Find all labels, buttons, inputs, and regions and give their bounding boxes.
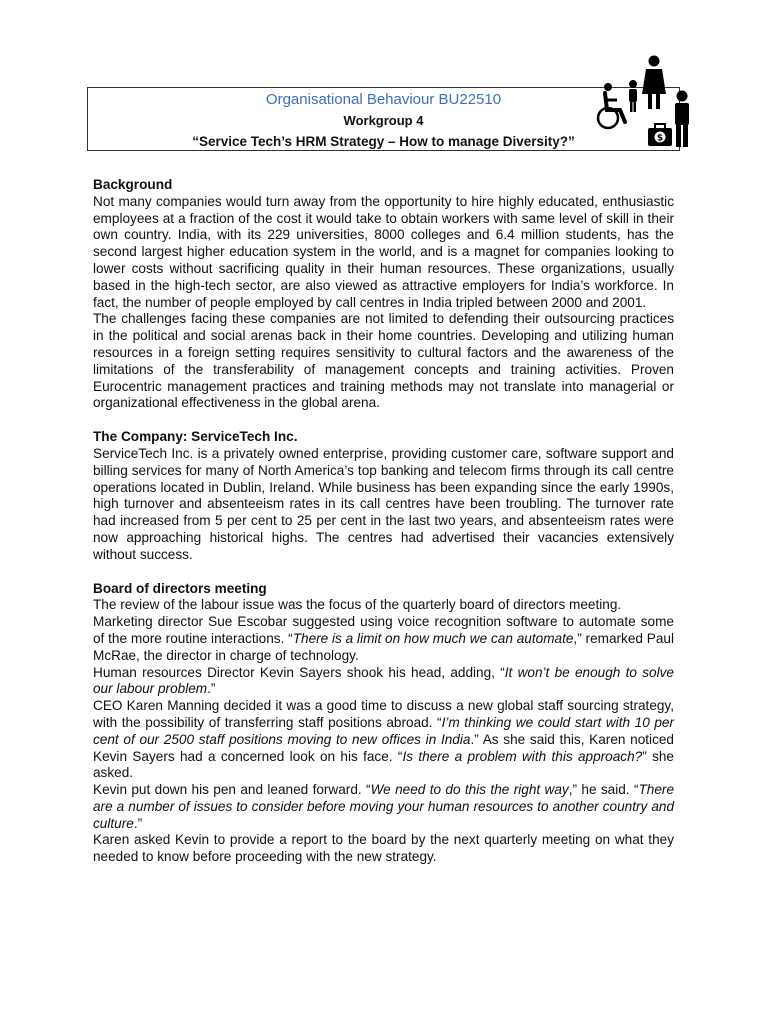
board-paragraph-4: CEO Karen Manning decided it was a good time to discuss a new global staff sourcing strategy, with the possibility of transferring staff positions abroad. “I’m thinking we could start with 10 per cent of our 2500 staff positions moving to new offices in India.” As she said this, Karen noticed Kevin Sayers had a concerned look on his face. “Is there a problem with this approach?” she asked. bbox=[93, 698, 674, 781]
background-paragraph-1: Not many companies would turn away from the opportunity to hire highly educated, enthusiastic employees at a fraction of the cost it would take to obtain workers with same level of skill in their own country. India, with its 229 universities, 8000 colleges and 6.4 million students, has the second largest higher education system in the world, and is a magnet for companies looking to lower costs without sacrificing quality in their human resources. These organizations, usually based in the high-tech sector, are also viewed as attractive employers for India’s workforce. In fact, the number of people employed by call centres in India tripled between 2000 and 2001. bbox=[93, 193, 674, 310]
board-paragraph-2: Marketing director Sue Escobar suggested using voice recognition software to automate some of the more routine interactions. “There is a limit on how much we can automate,” remarked Paul McRae, the director in charge of technology. bbox=[93, 614, 674, 663]
board-paragraph-1: The review of the labour issue was the focus of the quarterly board of directors meeting. bbox=[93, 597, 622, 613]
case-title: “Service Tech’s HRM Strategy – How to manage Diversity?” bbox=[192, 134, 575, 149]
background-heading: Background bbox=[93, 177, 173, 192]
course-title: Organisational Behaviour BU22510 bbox=[265, 91, 502, 108]
board-heading: Board of directors meeting bbox=[93, 580, 267, 596]
document-body bbox=[93, 177, 674, 866]
board-paragraph-3: Human resources Director Kevin Sayers shook his head, adding, “It won’t be enough to solve our labour problem.” bbox=[93, 664, 674, 697]
svg-text:$: $ bbox=[656, 133, 664, 144]
background-paragraph-2: The challenges facing these companies are not limited to defending their outsourcing practices in the political and social arenas back in their home countries. Developing and utilizing human resources in a foreign setting requires sensitivity to cultural factors and the awareness of the limitations of the transferability of management concepts and training activities. Proven Eurocentric management practices and training methods may not translate into managerial or organizational effectiveness in the global arena. bbox=[93, 311, 674, 411]
company-paragraph-1: ServiceTech Inc. is a privately owned enterprise, providing customer care, software support and billing services for many of North America’s top banking and telecom firms through its call centre operations located in Dublin, Ireland. While business has been expanding since the early 1990s, high turnover and absenteeism rates in its call centres have been troubling. The turnover rate had increased from 5 per cent to 25 per cent in the last two years, and absenteeism rates were now approaching historical highs. The centres had advertised their vacancies extensively without success. bbox=[93, 445, 674, 562]
family-diversity-icon bbox=[590, 50, 700, 150]
board-paragraph-5: Kevin put down his pen and leaned forward. “We need to do this the right way,” he said. “There are a number of issues to consider before moving your human resources to another country and culture.” bbox=[93, 782, 675, 831]
workgroup-label: Workgroup 4 bbox=[343, 113, 424, 128]
company-heading: The Company: ServiceTech Inc. bbox=[93, 429, 298, 445]
board-paragraph-6: Karen asked Kevin to provide a report to the board by the next quarterly meeting on what they needed to know before proceeding with the new strategy. bbox=[93, 832, 674, 865]
